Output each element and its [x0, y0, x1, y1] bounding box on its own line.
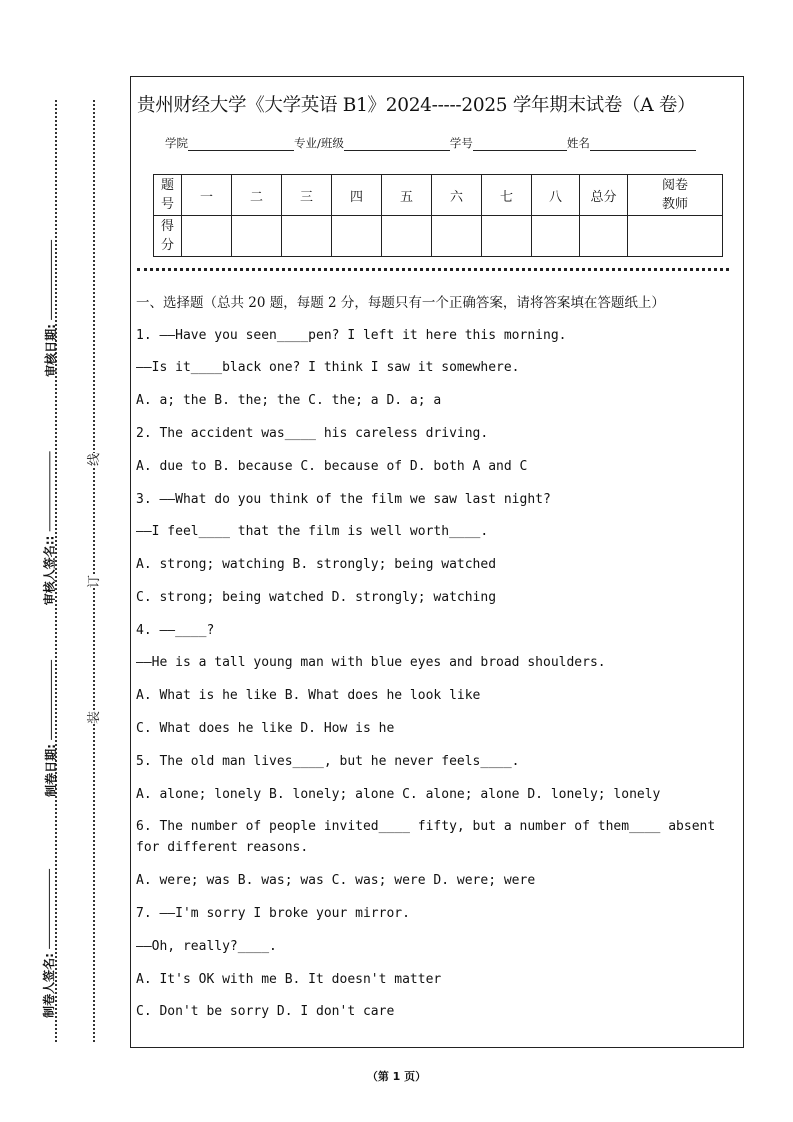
col-header: 五 — [382, 175, 432, 216]
name-field[interactable] — [590, 138, 696, 151]
score-cell-total[interactable] — [580, 216, 628, 257]
score-cell-grader[interactable] — [628, 216, 723, 257]
score-cell[interactable] — [532, 216, 580, 257]
score-row-header: 得分 — [154, 216, 182, 257]
col-header: 四 — [332, 175, 382, 216]
cut-line-char-zhuang: 装 — [81, 711, 104, 724]
question-line: 6. The number of people invited____ fifty, but a number of them____ absent for different reasons. — [136, 819, 716, 855]
score-cell[interactable] — [282, 216, 332, 257]
question-line: 3. ——What do you think of the film we saw last night? — [136, 492, 551, 507]
option-line: A. alone; lonely B. lonely; alone C. alone; alone D. lonely; lonely — [136, 787, 661, 802]
reviewer-date-blank[interactable] — [51, 240, 52, 320]
college-field[interactable] — [188, 138, 294, 151]
col-header: 八 — [532, 175, 580, 216]
col-header-grader: 阅卷教师 — [628, 175, 723, 216]
name-label: 姓名 — [566, 136, 590, 150]
score-cell[interactable] — [332, 216, 382, 257]
score-table-header-row — [154, 175, 723, 216]
option-line: C. What does he like D. How is he — [136, 721, 395, 736]
question-line: ——Oh, really?____. — [136, 939, 277, 954]
maker-date-blank[interactable] — [51, 660, 52, 740]
cut-line-char-xian: 线 — [81, 453, 104, 466]
question-line: 2. The accident was____ his careless driving. — [136, 426, 489, 441]
option-line: A. a; the B. the; the C. the; a D. a; a — [136, 393, 442, 408]
maker-date-label: 制卷日期: — [42, 660, 59, 797]
option-line: A. due to B. because C. because of D. both A and C — [136, 459, 528, 474]
college-label: 学院 — [165, 136, 188, 150]
reviewer-sign-label: 审核人签名:: — [40, 452, 57, 606]
score-cell[interactable] — [432, 216, 482, 257]
maker-sign-blank[interactable] — [49, 869, 50, 949]
section-heading: 一、选择题（总共 20 题，每题 2 分，每题只有一个正确答案，请将答案填在答题纸上） — [136, 295, 665, 311]
student-id-label: 学号 — [449, 136, 473, 150]
col-header: 一 — [182, 175, 232, 216]
student-info-row — [165, 135, 696, 151]
col-header: 二 — [232, 175, 282, 216]
question-line: 4. ——____? — [136, 623, 215, 638]
question-line: 1. ——Have you seen____pen? I left it here this morning. — [136, 328, 567, 343]
question-line: ——Is it____black one? I think I saw it somewhere. — [136, 360, 520, 375]
question-number-header: 题号 — [154, 175, 182, 216]
col-header: 七 — [482, 175, 532, 216]
maker-sign-label: 制卷人签名: — [40, 869, 57, 1018]
option-line: A. What is he like B. What does he look like — [136, 688, 481, 703]
student-id-field[interactable] — [473, 138, 567, 151]
col-header-total: 总分 — [580, 175, 628, 216]
binding-dotted-line-inner — [93, 100, 95, 1042]
major-field[interactable] — [344, 138, 450, 151]
question-line: 5. The old man lives____, but he never feels____. — [136, 754, 520, 769]
exam-title: 贵州财经大学《大学英语 B1》2024-----2025 学年期末试卷（A 卷） — [137, 95, 696, 116]
reviewer-sign-blank[interactable] — [49, 452, 50, 532]
cut-line-char-ding: 订 — [81, 575, 104, 588]
option-line: C. Don't be sorry D. I don't care — [136, 1004, 395, 1019]
col-header: 三 — [282, 175, 332, 216]
question-line: ——I feel____ that the film is well worth____. — [136, 524, 489, 539]
option-line: A. It's OK with me B. It doesn't matter — [136, 972, 442, 987]
major-label: 专业/班级 — [294, 136, 344, 150]
section-divider — [137, 268, 729, 271]
score-cell[interactable] — [482, 216, 532, 257]
score-table-score-row — [154, 216, 723, 257]
score-cell[interactable] — [182, 216, 232, 257]
option-line: C. strong; being watched D. strongly; watching — [136, 590, 497, 605]
score-cell[interactable] — [382, 216, 432, 257]
question-line: 7. ——I'm sorry I broke your mirror. — [136, 906, 410, 921]
exam-frame — [130, 76, 744, 1048]
option-line: A. strong; watching B. strongly; being watched — [136, 557, 497, 572]
col-header: 六 — [432, 175, 482, 216]
reviewer-date-label: 审核日期: — [42, 240, 59, 377]
page-number: （第 1 页） — [366, 1070, 427, 1083]
score-cell[interactable] — [232, 216, 282, 257]
question-line: ——He is a tall young man with blue eyes and broad shoulders. — [136, 655, 606, 670]
score-table — [153, 174, 723, 257]
option-line: A. were; was B. was; was C. was; were D. were; were — [136, 873, 536, 888]
